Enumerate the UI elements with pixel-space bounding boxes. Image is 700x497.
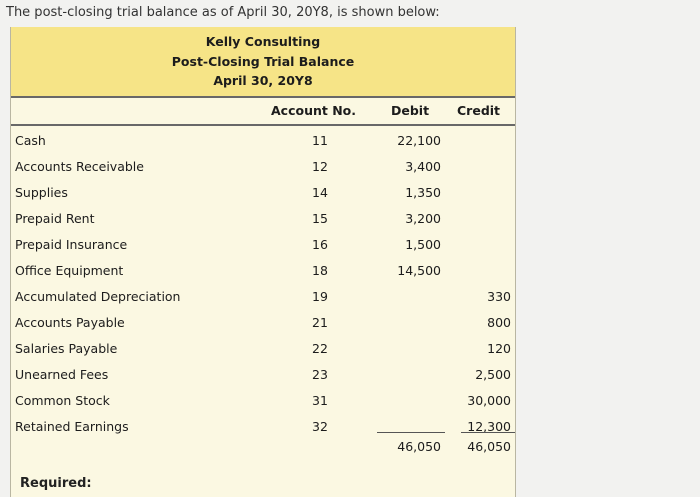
- total-credit: 46,050: [467, 439, 511, 454]
- trial-balance-panel: [10, 27, 516, 497]
- credit-amount: 12,300: [467, 419, 511, 434]
- account-number: 22: [312, 341, 328, 356]
- account-name: Prepaid Rent: [15, 211, 95, 226]
- account-number: 21: [312, 315, 328, 330]
- account-name: Accounts Receivable: [15, 159, 144, 174]
- credit-amount: 30,000: [467, 393, 511, 408]
- account-number: 15: [312, 211, 328, 226]
- account-number: 23: [312, 367, 328, 382]
- account-number: 32: [312, 419, 328, 434]
- column-header-credit: Credit: [457, 103, 501, 118]
- table-row: [11, 128, 515, 154]
- account-name: Retained Earnings: [15, 419, 129, 434]
- account-name: Office Equipment: [15, 263, 124, 278]
- total-debit: 46,050: [397, 439, 441, 454]
- column-header-row: [11, 96, 515, 126]
- debit-amount: 3,400: [405, 159, 441, 174]
- account-name: Common Stock: [15, 393, 110, 408]
- debit-amount: 1,350: [405, 185, 441, 200]
- account-name: Unearned Fees: [15, 367, 109, 382]
- table-row: [11, 180, 515, 206]
- table-row: [11, 154, 515, 180]
- intro-text: The post-closing trial balance as of April 30, 20Y8, is shown below:: [6, 5, 440, 20]
- debit-amount: 14,500: [397, 263, 441, 278]
- account-number: 31: [312, 393, 328, 408]
- account-number: 18: [312, 263, 328, 278]
- table-row: [11, 362, 515, 388]
- credit-total-rule: [461, 432, 515, 433]
- account-number: 16: [312, 237, 328, 252]
- table-row: [11, 284, 515, 310]
- credit-amount: 2,500: [475, 367, 511, 382]
- table-row: [11, 258, 515, 284]
- account-number: 11: [312, 133, 328, 148]
- account-name: Prepaid Insurance: [15, 237, 128, 252]
- column-header-account-no: Account No.: [271, 103, 357, 118]
- debit-amount: 1,500: [405, 237, 441, 252]
- table-row: [11, 388, 515, 414]
- credit-amount: 330: [487, 289, 511, 304]
- account-number: 19: [312, 289, 328, 304]
- credit-amount: 120: [487, 341, 511, 356]
- account-name: Cash: [15, 133, 46, 148]
- account-name: Supplies: [15, 185, 68, 200]
- account-name: Salaries Payable: [15, 341, 118, 356]
- table-row: [11, 232, 515, 258]
- table-row: [11, 336, 515, 362]
- account-name: Accounts Payable: [15, 315, 125, 330]
- statement-header: [11, 27, 515, 98]
- totals-row: [11, 439, 515, 465]
- debit-amount: 3,200: [405, 211, 441, 226]
- table-row: [11, 310, 515, 336]
- statement-title: Post-Closing Trial Balance: [171, 53, 355, 69]
- debit-total-rule: [377, 432, 445, 433]
- account-number: 14: [312, 185, 328, 200]
- required-label: Required:: [20, 476, 92, 491]
- column-header-debit: Debit: [391, 103, 430, 118]
- debit-amount: 22,100: [397, 133, 441, 148]
- account-number: 12: [312, 159, 328, 174]
- credit-amount: 800: [487, 315, 511, 330]
- company-name: Kelly Consulting: [205, 34, 321, 49]
- account-name: Accumulated Depreciation: [15, 289, 181, 304]
- table-row: [11, 206, 515, 232]
- table-row: [11, 414, 515, 440]
- statement-date: April 30, 20Y8: [213, 73, 313, 88]
